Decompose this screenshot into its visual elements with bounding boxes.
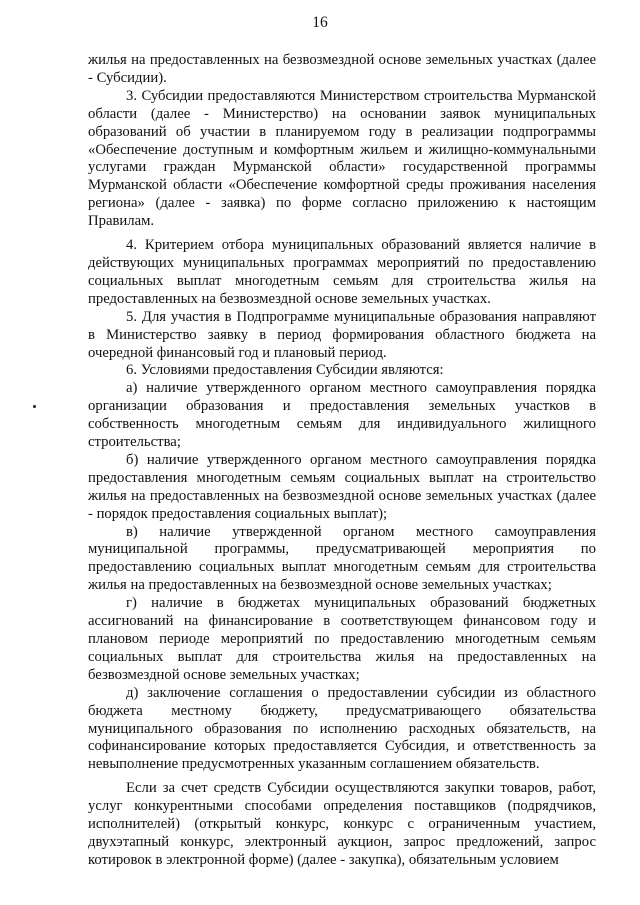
paragraph-continuation: жилья на предоставленных на безвозмездной основе земельных участках (далее - Субсидии). [88, 52, 596, 86]
paragraph-6: 6. Условиями предоставления Субсидии являются: [126, 362, 444, 379]
paragraph-5: 5. Для участия в Подпрограмме муниципальные образования направляют в Министерство заявку в период формирования областного бюджета на очередной финансовый год и плановый период. [88, 308, 596, 361]
condition-g: г) наличие в бюджетах муниципальных образований бюджетных ассигнований на финансирование в соответствующем финансовом году и плановом периоде мероприятий по предоставлению многодетным семьям социальных выплат для строительства жилья на предоставленных на безвозмездной основе земельных участках; [88, 595, 596, 683]
paragraph-procurement: Если за счет средств Субсидии осуществляются закупки товаров, работ, услуг конкурентными способами определения поставщиков (подрядчиков, исполнителей) (открытый конкурс, конкурс с ограниченным участием, двухэтапный конкурс, электронный аукцион, запрос предложений, запрос котировок в электронной форме) (далее - закупка), обязательным условием [88, 780, 596, 868]
condition-b: б) наличие утвержденного органом местного самоуправления порядка предоставления многодетным семьям социальных выплат на строительство жилья на предоставленных на безвозмездной основе земельных участках (далее - порядок предоставления социальных выплат); [88, 451, 596, 522]
paragraph-4: 4. Критерием отбора муниципальных образований является наличие в действующих муниципальных программах мероприятий по предоставлению социальных выплат многодетным семьям для строительства жилья на предоставленных на безвозмездной основе земельных участках. [88, 237, 596, 307]
document-body [88, 52, 596, 870]
scan-mark [33, 405, 36, 408]
condition-v: в) наличие утвержденной органом местного самоуправления муниципальной программы, предусматривающей мероприятия по предоставлению социальных выплат многодетным семьям для строительства жилья на предоставленных на безвозмездной основе земельных участках; [88, 523, 596, 594]
page-number: 16 [312, 14, 328, 31]
condition-a: а) наличие утвержденного органом местного самоуправления порядка организации образования и предоставления земельных участков в собственность многодетным семьям для индивидуального жилищного строительства; [88, 380, 596, 451]
paragraph-3: 3. Субсидии предоставляются Министерством строительства Мурманской области (далее - Министерство) на основании заявок муниципальных образований об участии в планируемом году в реализации подпрограммы «Обеспечение доступным и комфортным жильем и жилищно-коммунальными услугами граждан Мурманской области» государственной программы Мурманской области «Обеспечение комфортной среды проживания населения региона» (далее - заявка) по форме согласно приложению к настоящим Правилам. [88, 87, 596, 230]
condition-d: д) заключение соглашения о предоставлении субсидии из областного бюджета местному бюджету, предусматривающего обязательства муниципального образования по исполнению расходных обязательств, на софинансирование которых предоставляется Субсидия, и ответственность за невыполнение предусмотренных указанным соглашением обязательств. [88, 684, 596, 773]
